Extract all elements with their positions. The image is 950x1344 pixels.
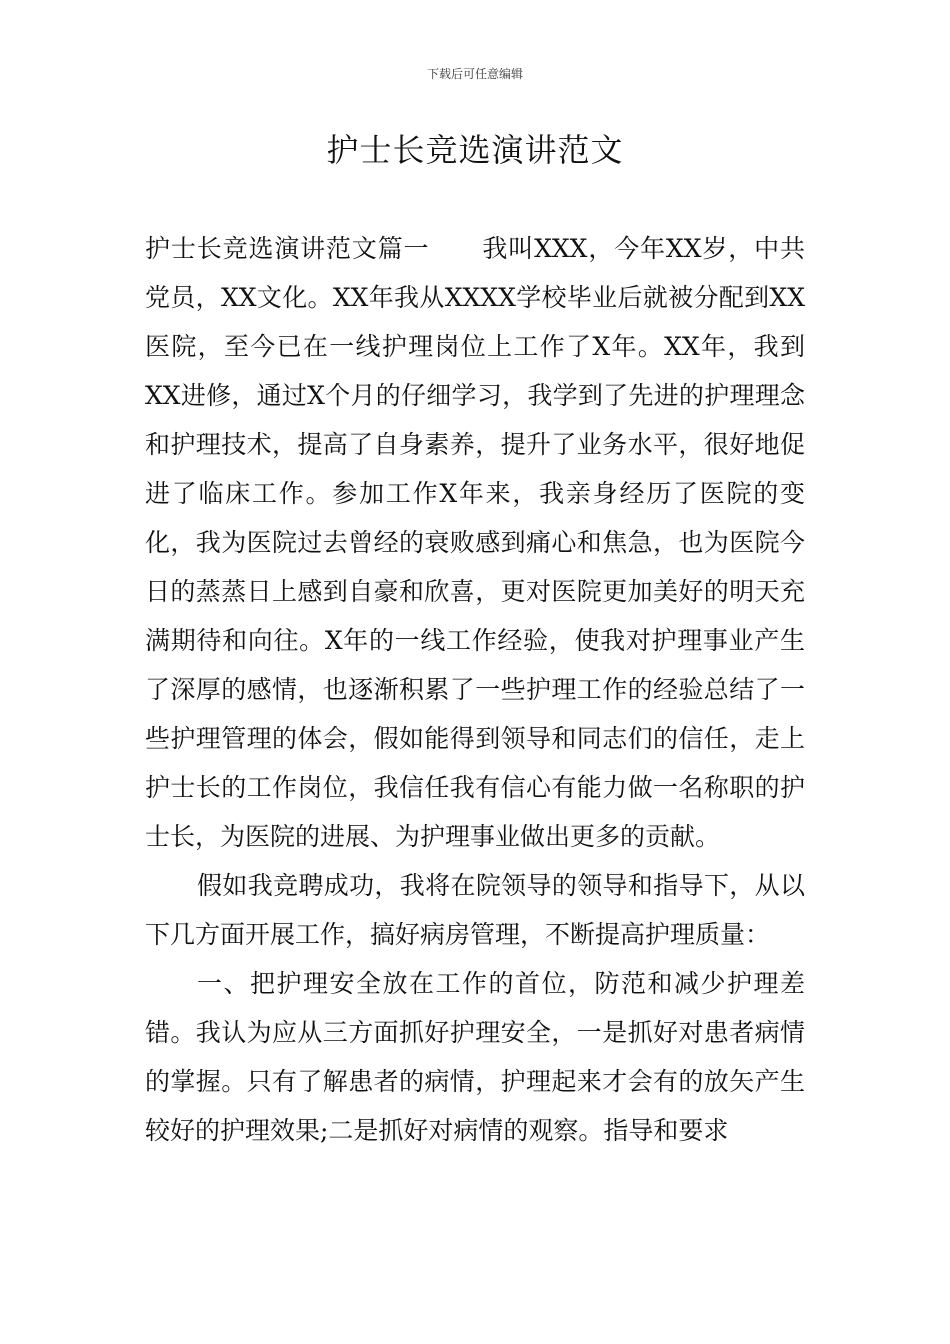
paragraph-3: 一、把护理安全放在工作的首位，防范和减少护理差错。我认为应从三方面抓好护理安全，一是抓好对患者病情的掌握。只有了解患者的病情，护理起来才会有的放矢产生较好的护理效果;二是抓好对病情的观察。指导和要求 bbox=[145, 969, 805, 1145]
section-heading: 护士长竞选演讲范文篇一 bbox=[145, 234, 430, 263]
paragraph-2: 假如我竞聘成功，我将在院领导的领导和指导下，从以下几方面开展工作，搞好病房管理，不断提高护理质量： bbox=[145, 871, 805, 949]
header-note: 下载后可任意编辑 bbox=[426, 67, 523, 81]
document-title: 护士长竞选演讲范文 bbox=[326, 131, 624, 169]
paragraph-1-text: 我叫XXX，今年XX岁，中共党员，XX文化。XX年我从XXXX学校毕业后就被分配到XX医院，至今已在一线护理岗位上工作了X年。XX年，我到XX进修，通过X个月的仔细学习，我学到了先进的护理理念和护理技术，提高了自身素养，提升了业务水平，很好地促进了临床工作。参加工作X年来，我亲身经历了医院的变化，我为医院过去曾经的衰败感到痛心和焦急，也为医院今日的蒸蒸日上感到自豪和欣喜，更对医院更加美好的明天充满期待和向往。X年的一线工作经验，使我对护理事业产生了深厚的感情，也逐渐积累了一些护理工作的经验总结了一些护理管理的体会，假如能得到领导和同志们的信任，走上护士长的工作岗位，我信任我有信心有能力做一名称职的护士长，为医院的进展、为护理事业做出更多的贡献。 bbox=[145, 234, 805, 851]
document-body bbox=[145, 224, 805, 1155]
paragraph-1 bbox=[145, 224, 805, 861]
